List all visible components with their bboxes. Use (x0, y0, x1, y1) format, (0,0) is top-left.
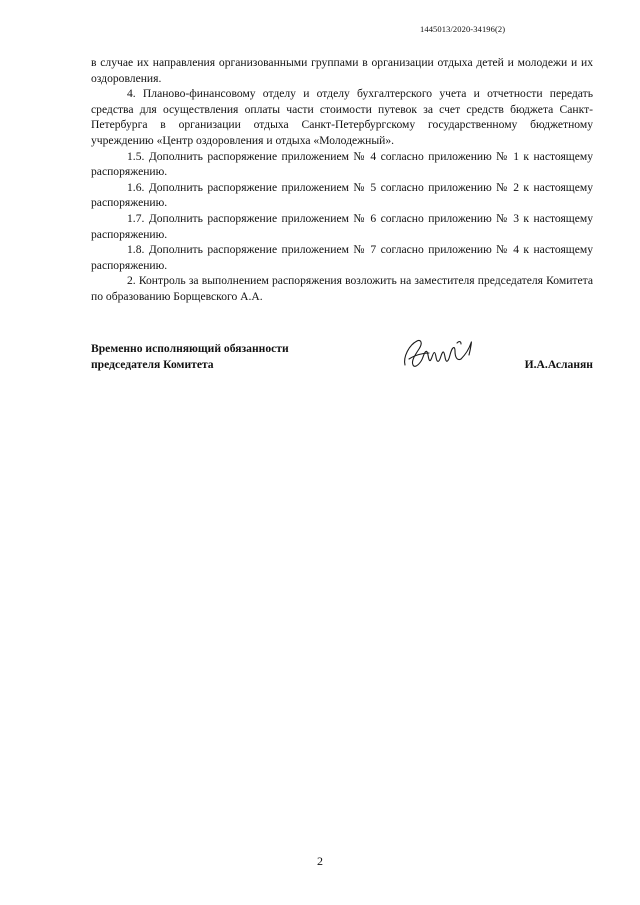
handwritten-signature-icon (399, 335, 479, 375)
paragraph-continuation: в случае их направления организованными группами в организации отдыха детей и молодежи и их оздоровления. (91, 56, 593, 85)
paragraph-item-1-7: 1.7. Дополнить распоряжение приложением № 6 согласно приложению № 3 к настоящему распоряжению. (91, 211, 593, 241)
signatory-title-line-2: председателя Комитета (91, 358, 214, 371)
signature-block (91, 341, 593, 381)
signatory-title (91, 341, 289, 373)
paragraph-item-1-5: 1.5. Дополнить распоряжение приложением № 4 согласно приложению № 1 к настоящему распоряжению. (91, 149, 593, 179)
signatory-name: И.А.Асланян (524, 358, 593, 371)
paragraph-item-2: 2. Контроль за выполнением распоряжения возложить на заместителя председателя Комитета по образованию Борщевского А.А. (91, 274, 593, 303)
paragraph-item-1-6: 1.6. Дополнить распоряжение приложением № 5 согласно приложению № 2 к настоящему распоряжению. (91, 180, 593, 210)
paragraph-item-4: 4. Планово-финансовому отделу и отделу бухгалтерского учета и отчетности передать средства для осуществления оплаты части стоимости путевок за счет средств бюджета Санкт-Петербурга в организации отдыха Санкт-Петербургскому государственному бюджетному учреждению «Центр оздоровления и отдыха «Молодежный». (91, 87, 593, 147)
signatory-title-line-1: Временно исполняющий обязанности (91, 342, 289, 355)
paragraph-item-1-8: 1.8. Дополнить распоряжение приложением № 7 согласно приложению № 4 к настоящему распоряжению. (91, 243, 593, 272)
document-registration-number: 1445013/2020-34196(2) (420, 24, 506, 34)
page-number: 2 (317, 854, 323, 868)
document-body (91, 55, 593, 305)
